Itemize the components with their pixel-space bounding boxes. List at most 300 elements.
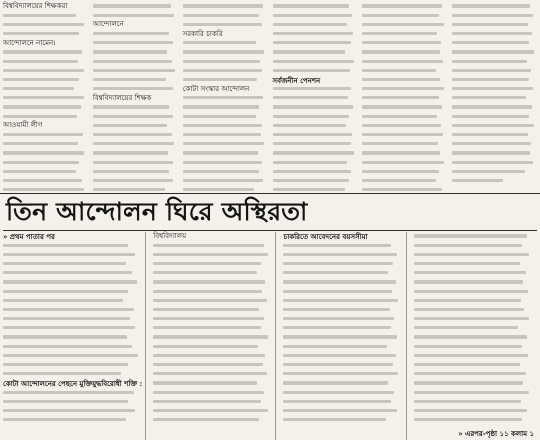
illegible-text-line — [283, 379, 402, 388]
text-placeholder-bar — [414, 253, 529, 256]
illegible-text-line — [414, 351, 534, 360]
illegible-text-line — [153, 278, 272, 287]
illegible-text-line — [183, 2, 268, 11]
text-placeholder-bar — [452, 142, 531, 145]
text-placeholder-bar — [153, 290, 262, 293]
illegible-text-line — [452, 94, 537, 103]
text-placeholder-bar — [414, 418, 522, 421]
text-line: আওয়ামী লীগ — [3, 121, 43, 130]
illegible-text-line — [414, 379, 534, 388]
text-placeholder-bar — [362, 78, 440, 81]
illegible-text-line — [3, 85, 88, 94]
text-placeholder-bar — [273, 170, 352, 173]
top-column-5 — [362, 2, 447, 195]
illegible-text-line — [3, 296, 142, 305]
text-placeholder-bar — [3, 363, 128, 366]
text-placeholder-bar — [153, 354, 265, 357]
illegible-text-line — [153, 269, 272, 278]
illegible-text-line — [93, 112, 178, 121]
text-placeholder-bar — [362, 105, 442, 108]
illegible-text-line — [283, 388, 402, 397]
text-placeholder-bar — [362, 179, 436, 182]
illegible-text-line — [153, 397, 272, 406]
text-placeholder-bar — [3, 290, 128, 293]
illegible-text-line — [283, 416, 402, 425]
illegible-text-line — [93, 158, 178, 167]
illegible-text-line — [362, 103, 447, 112]
top-column-1 — [3, 2, 88, 195]
illegible-text-line — [3, 140, 88, 149]
illegible-text-line — [452, 121, 537, 130]
text-placeholder-bar — [3, 179, 82, 182]
illegible-text-line — [93, 76, 178, 85]
text-placeholder-bar — [153, 317, 264, 320]
text-placeholder-bar — [3, 170, 76, 173]
text-placeholder-bar — [153, 253, 267, 256]
text-placeholder-bar — [153, 244, 264, 247]
illegible-text-line — [362, 149, 447, 158]
illegible-text-line — [153, 388, 272, 397]
illegible-text-line — [283, 397, 402, 406]
story-column-2 — [153, 232, 276, 440]
text-placeholder-bar — [283, 317, 394, 320]
text-placeholder-bar — [362, 161, 443, 164]
text-placeholder-bar — [3, 151, 84, 154]
illegible-text-line — [93, 57, 178, 66]
illegible-text-line — [3, 103, 88, 112]
illegible-text-line — [93, 11, 178, 20]
text-placeholder-bar — [273, 179, 349, 182]
illegible-text-line — [273, 121, 358, 130]
text-placeholder-bar — [3, 262, 126, 265]
illegible-text-line — [3, 76, 88, 85]
illegible-text-line — [414, 306, 534, 315]
text-placeholder-bar — [153, 262, 260, 265]
text-placeholder-bar — [452, 105, 532, 108]
illegible-text-line — [273, 57, 358, 66]
illegible-text-line — [362, 11, 447, 20]
illegible-text-line — [362, 30, 447, 39]
illegible-text-line — [362, 121, 447, 130]
text-placeholder-bar — [452, 133, 528, 136]
text-placeholder-bar — [183, 41, 257, 44]
top-column-2 — [93, 2, 178, 195]
illegible-text-line — [273, 158, 358, 167]
illegible-text-line — [273, 131, 358, 140]
illegible-text-line — [3, 11, 88, 20]
text-placeholder-bar — [93, 14, 174, 17]
text-placeholder-bar — [362, 14, 438, 17]
illegible-text-line — [3, 407, 142, 416]
text-line: বিশ্ববিদ্যালয়ের শিক্ষকরা — [3, 2, 68, 10]
illegible-text-line — [183, 131, 268, 140]
illegible-text-line — [183, 57, 268, 66]
text-placeholder-bar — [414, 262, 520, 265]
illegible-text-line — [3, 351, 142, 360]
text-placeholder-bar — [3, 317, 130, 320]
illegible-text-line — [153, 361, 272, 370]
text-placeholder-bar — [283, 299, 397, 302]
text-placeholder-bar — [3, 60, 78, 63]
text-placeholder-bar — [183, 96, 264, 99]
text-placeholder-bar — [183, 78, 258, 81]
illegible-text-line — [3, 269, 142, 278]
text-placeholder-bar — [183, 50, 264, 53]
illegible-text-line — [183, 140, 268, 149]
text-placeholder-bar — [283, 290, 392, 293]
illegible-text-line — [362, 140, 447, 149]
illegible-text-line — [414, 407, 534, 416]
illegible-text-line — [414, 232, 534, 241]
illegible-text-line — [283, 260, 402, 269]
text-placeholder-bar — [3, 142, 78, 145]
text-placeholder-bar — [153, 326, 260, 329]
text-placeholder-bar — [3, 280, 137, 283]
text-placeholder-bar — [3, 299, 123, 302]
text-placeholder-bar — [273, 105, 354, 108]
text-placeholder-bar — [273, 115, 349, 118]
illegible-text-line — [3, 158, 88, 167]
text-placeholder-bar — [273, 69, 350, 72]
text-placeholder-bar — [3, 161, 79, 164]
text-placeholder-bar — [452, 50, 533, 53]
illegible-text-line — [452, 2, 537, 11]
illegible-text-line — [283, 315, 402, 324]
text-placeholder-bar — [3, 87, 74, 90]
subheading-line: কোটা আন্দোলনের পেছনে মুক্তিযুদ্ধবিরোধী শক্তি : — [3, 379, 143, 388]
illegible-text-line — [93, 121, 178, 130]
illegible-text-line — [362, 167, 447, 176]
text-placeholder-bar — [414, 363, 520, 366]
illegible-text-line — [362, 39, 447, 48]
illegible-text-line — [153, 287, 272, 296]
illegible-text-line — [93, 149, 178, 158]
illegible-text-line — [283, 250, 402, 259]
text-placeholder-bar — [452, 60, 527, 63]
illegible-text-line — [452, 103, 537, 112]
text-placeholder-bar — [273, 188, 346, 191]
text-placeholder-bar — [362, 69, 436, 72]
illegible-text-line — [414, 269, 534, 278]
text-placeholder-bar — [452, 161, 533, 164]
illegible-text-line — [153, 306, 272, 315]
text-placeholder-bar — [3, 69, 84, 72]
text-placeholder-bar — [452, 124, 533, 127]
illegible-text-line — [362, 48, 447, 57]
text-placeholder-bar — [414, 345, 522, 348]
illegible-text-line — [183, 94, 268, 103]
illegible-text-line — [414, 315, 534, 324]
illegible-text-line — [414, 278, 534, 287]
text-placeholder-bar — [362, 87, 443, 90]
text-placeholder-bar — [93, 105, 169, 108]
illegible-text-line — [93, 48, 178, 57]
text-placeholder-bar — [452, 4, 530, 7]
illegible-text-line — [452, 177, 537, 186]
text-placeholder-bar — [153, 409, 267, 412]
text-placeholder-bar — [452, 115, 528, 118]
illegible-text-line — [452, 85, 537, 94]
text-placeholder-bar — [93, 179, 174, 182]
illegible-text-line — [153, 315, 272, 324]
illegible-text-line — [414, 388, 534, 397]
text-placeholder-bar — [3, 372, 121, 375]
illegible-text-line — [153, 296, 272, 305]
text-placeholder-bar — [414, 409, 527, 412]
text-placeholder-bar — [452, 14, 533, 17]
text-placeholder-bar — [362, 41, 441, 44]
text-placeholder-bar — [3, 115, 77, 118]
text-placeholder-bar — [452, 179, 503, 182]
text-placeholder-bar — [153, 391, 264, 394]
illegible-text-line — [183, 11, 268, 20]
text-placeholder-bar — [3, 391, 134, 394]
illegible-text-line — [414, 260, 534, 269]
text-placeholder-bar — [362, 142, 437, 145]
illegible-text-line — [414, 361, 534, 370]
text-placeholder-bar — [93, 87, 173, 90]
text-placeholder-bar — [362, 50, 439, 53]
illegible-text-line — [153, 250, 272, 259]
illegible-text-line — [3, 324, 142, 333]
text-placeholder-bar — [183, 170, 259, 173]
text-placeholder-bar — [3, 335, 127, 338]
top-column-3 — [183, 2, 268, 195]
text-placeholder-bar — [153, 280, 265, 283]
illegible-text-line — [283, 333, 402, 342]
illegible-text-line — [183, 167, 268, 176]
illegible-text-line — [153, 416, 272, 425]
illegible-text-line — [414, 287, 534, 296]
text-placeholder-bar — [93, 78, 166, 81]
illegible-text-line — [273, 177, 358, 186]
illegible-text-line — [93, 85, 178, 94]
text-placeholder-bar — [452, 170, 525, 173]
text-placeholder-bar — [414, 244, 522, 247]
illegible-text-line — [3, 315, 142, 324]
illegible-text-line — [283, 342, 402, 351]
illegible-text-line — [93, 103, 178, 112]
story-headline: তিন আন্দোলন ঘিরে অস্থিরতা — [6, 197, 308, 226]
illegible-text-line — [414, 250, 534, 259]
illegible-text-line — [273, 39, 358, 48]
headline-rule — [3, 230, 537, 231]
text-placeholder-bar — [414, 308, 525, 311]
text-placeholder-bar — [93, 50, 168, 53]
text-placeholder-bar — [153, 308, 259, 311]
text-placeholder-bar — [283, 354, 395, 357]
illegible-text-line — [452, 131, 537, 140]
text-placeholder-bar — [3, 409, 135, 412]
illegible-text-line — [3, 250, 142, 259]
illegible-text-line — [3, 57, 88, 66]
text-placeholder-bar — [153, 372, 266, 375]
text-placeholder-bar — [273, 133, 353, 136]
text-line: বিশ্ববিদ্যালয়ের শিক্ষক — [92, 93, 152, 102]
text-placeholder-bar — [452, 87, 533, 90]
illegible-text-line — [273, 20, 358, 29]
illegible-text-line — [3, 397, 142, 406]
text-placeholder-bar — [283, 418, 386, 421]
text-placeholder-bar — [273, 142, 351, 145]
text-placeholder-bar — [93, 69, 175, 72]
text-placeholder-bar — [283, 308, 389, 311]
illegible-text-line — [183, 112, 268, 121]
illegible-text-line — [283, 287, 402, 296]
text-placeholder-bar — [273, 14, 353, 17]
illegible-text-line — [283, 269, 402, 278]
illegible-text-line — [362, 57, 447, 66]
text-placeholder-bar — [362, 4, 442, 7]
illegible-text-line — [362, 85, 447, 94]
text-placeholder-bar — [283, 253, 396, 256]
illegible-text-line — [93, 30, 178, 39]
illegible-text-line — [283, 278, 402, 287]
illegible-text-line — [273, 186, 358, 195]
text-placeholder-bar — [3, 78, 79, 81]
illegible-text-line — [362, 2, 447, 11]
text-placeholder-bar — [414, 299, 521, 302]
illegible-text-line — [273, 103, 358, 112]
illegible-text-line — [283, 370, 402, 379]
text-placeholder-bar — [414, 391, 529, 394]
illegible-text-line — [273, 149, 358, 158]
text-placeholder-bar — [153, 345, 258, 348]
text-placeholder-bar — [3, 354, 138, 357]
text-placeholder-bar — [273, 96, 348, 99]
illegible-text-line — [153, 407, 272, 416]
text-placeholder-bar — [183, 23, 263, 26]
illegible-text-line — [93, 167, 178, 176]
illegible-text-line — [153, 342, 272, 351]
illegible-text-line — [414, 296, 534, 305]
text-placeholder-bar — [362, 151, 440, 154]
illegible-text-line — [3, 260, 142, 269]
illegible-text-line — [153, 324, 272, 333]
illegible-text-line — [452, 66, 537, 75]
text-placeholder-bar — [93, 151, 168, 154]
illegible-text-line — [3, 333, 142, 342]
illegible-text-line — [3, 388, 142, 397]
illegible-text-line — [362, 76, 447, 85]
text-placeholder-bar — [3, 400, 128, 403]
text-placeholder-bar — [3, 23, 84, 26]
text-placeholder-bar — [3, 188, 84, 191]
text-placeholder-bar — [183, 151, 259, 154]
text-placeholder-bar — [93, 188, 165, 191]
illegible-text-line — [3, 20, 88, 29]
illegible-text-line — [153, 333, 272, 342]
illegible-text-line — [93, 66, 178, 75]
illegible-text-line — [3, 416, 142, 425]
text-placeholder-bar — [183, 179, 264, 182]
text-placeholder-bar — [93, 170, 169, 173]
text-placeholder-bar — [3, 105, 81, 108]
illegible-text-line — [93, 177, 178, 186]
text-placeholder-bar — [414, 280, 523, 283]
illegible-text-line — [452, 48, 537, 57]
text-placeholder-bar — [414, 326, 519, 329]
text-placeholder-bar — [283, 381, 388, 384]
text-placeholder-bar — [3, 244, 128, 247]
text-placeholder-bar — [362, 32, 437, 35]
illegible-text-line — [452, 11, 537, 20]
illegible-text-line — [93, 186, 178, 195]
illegible-text-line — [362, 158, 447, 167]
illegible-text-line — [283, 361, 402, 370]
text-placeholder-bar — [3, 14, 76, 17]
illegible-text-line — [183, 76, 268, 85]
text-placeholder-bar — [93, 32, 169, 35]
illegible-text-line — [273, 112, 358, 121]
illegible-text-line — [362, 66, 447, 75]
illegible-text-line — [452, 30, 537, 39]
text-placeholder-bar — [283, 372, 397, 375]
text-placeholder-bar — [3, 326, 135, 329]
illegible-text-line — [273, 48, 358, 57]
illegible-text-line — [283, 296, 402, 305]
illegible-text-line — [452, 39, 537, 48]
illegible-text-line — [153, 379, 272, 388]
illegible-text-line — [273, 140, 358, 149]
illegible-text-line — [414, 333, 534, 342]
top-column-4 — [273, 2, 358, 195]
subheading-line: » প্রথম পাতার পর — [3, 232, 55, 241]
text-placeholder-bar — [153, 400, 260, 403]
text-placeholder-bar — [93, 41, 174, 44]
illegible-text-line — [362, 131, 447, 140]
illegible-text-line — [153, 241, 272, 250]
text-placeholder-bar — [283, 363, 393, 366]
text-placeholder-bar — [3, 133, 83, 136]
text-line: কোটা সংস্কার আন্দোলন — [182, 84, 250, 93]
text-placeholder-bar — [93, 124, 167, 127]
illegible-text-line — [183, 103, 268, 112]
illegible-text-line — [414, 324, 534, 333]
text-placeholder-bar — [283, 326, 390, 329]
text-placeholder-bar — [362, 124, 441, 127]
text-placeholder-bar — [452, 78, 529, 81]
text-placeholder-bar — [93, 133, 172, 136]
text-placeholder-bar — [3, 271, 132, 274]
text-placeholder-bar — [153, 418, 259, 421]
illegible-text-line — [93, 39, 178, 48]
text-placeholder-bar — [362, 170, 438, 173]
illegible-text-line — [153, 370, 272, 379]
illegible-text-line — [452, 158, 537, 167]
text-placeholder-bar — [273, 41, 351, 44]
text-placeholder-bar — [283, 271, 388, 274]
illegible-text-line — [273, 167, 358, 176]
text-placeholder-bar — [153, 363, 263, 366]
illegible-text-line — [452, 20, 537, 29]
illegible-text-line — [414, 397, 534, 406]
text-placeholder-bar — [452, 32, 532, 35]
illegible-text-line — [3, 131, 88, 140]
illegible-text-line — [93, 131, 178, 140]
text-placeholder-bar — [153, 271, 257, 274]
illegible-text-line — [283, 351, 402, 360]
text-placeholder-bar — [183, 60, 260, 63]
continued-jump-label: » এরপর-পৃষ্ঠা ১১ কলাম ১ — [458, 428, 534, 438]
text-placeholder-bar — [283, 335, 396, 338]
text-line: সরকারি চাকরি — [182, 29, 223, 38]
text-line: আন্দোলনে নামেন। — [3, 38, 56, 47]
illegible-text-line — [183, 158, 268, 167]
text-placeholder-bar — [273, 32, 354, 35]
story-body — [0, 232, 540, 440]
text-placeholder-bar — [273, 87, 352, 90]
